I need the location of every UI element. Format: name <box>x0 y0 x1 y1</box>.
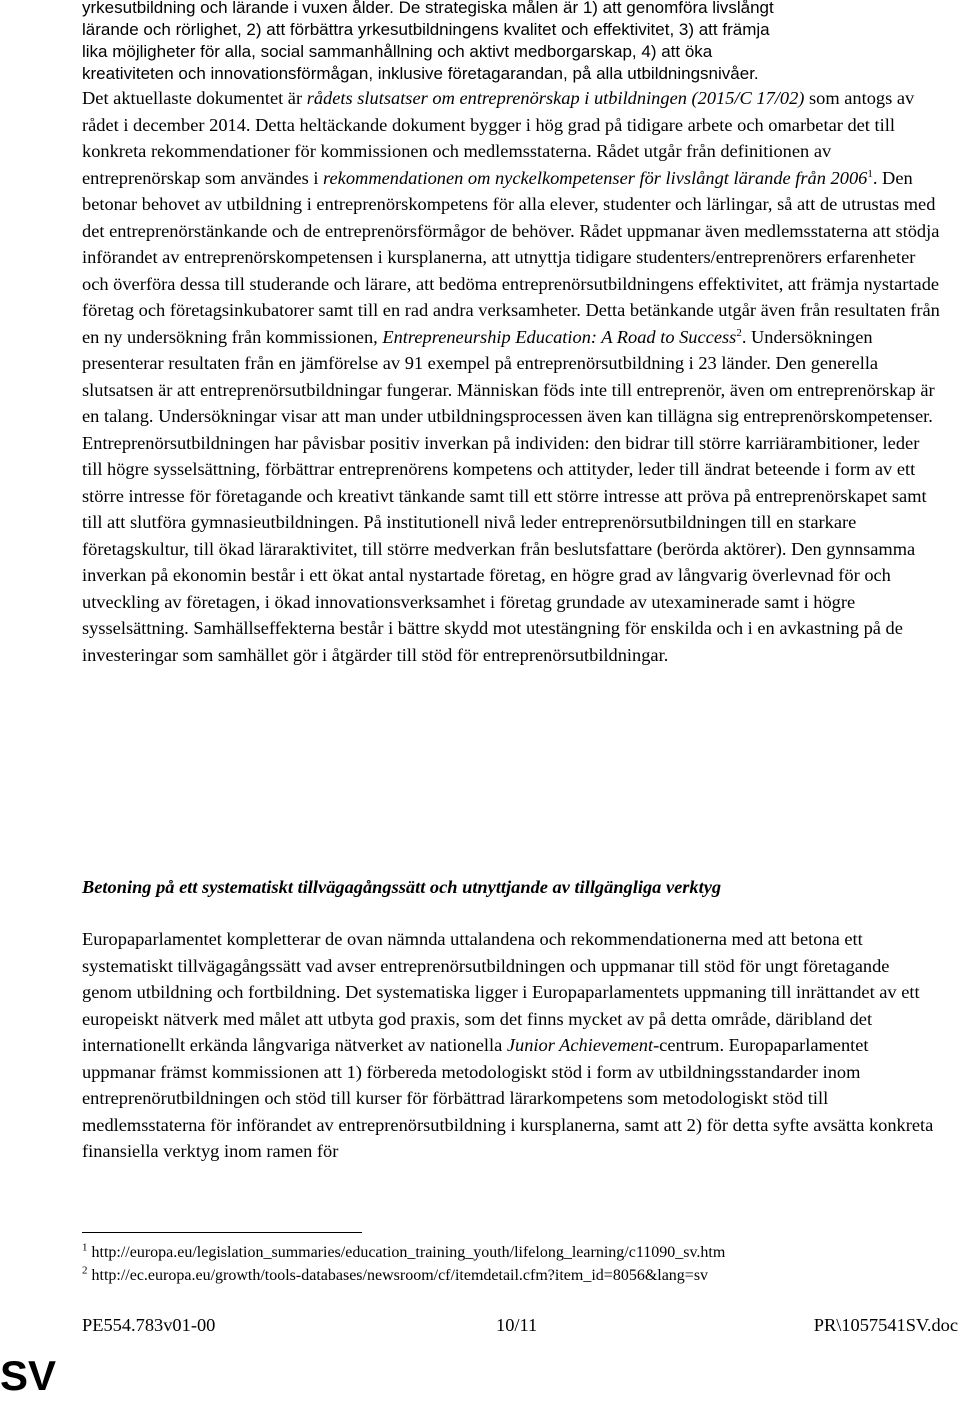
intro-line: kreativiteten och innovationsförmågan, inklusive företagarandan, på alla utbildningsnivåer. <box>82 64 759 83</box>
footnote-separator <box>82 1232 362 1233</box>
footnote-2 <box>82 1265 708 1287</box>
main-paragraph <box>82 85 942 668</box>
intro-line: yrkesutbildning och lärande i vuxen ålder. De strategiska målen är 1) att genomföra livslångt <box>82 0 774 17</box>
footnote-url: http://europa.eu/legislation_summaries/education_training_youth/lifelong_learning/c11090_sv.htm <box>87 1244 726 1261</box>
footnote-1 <box>82 1242 725 1264</box>
text-run: Det aktuellaste dokumentet är <box>82 88 307 108</box>
text-run: -centrum. Europaparlamentet uppmanar främst kommissionen att 1) förbereda metodologiskt stöd i form av utbildningsstandarder inom entreprenörutbildningen och stöd till kurser för förbättrad lärarkompetens som metodologiskt stöd till medlemsstaterna för införandet av entreprenörsutbildning i kursplanerna, samt att 2) för detta syfte avsätta konkreta finansiella verktyg inom ramen för <box>82 1035 934 1161</box>
text-run: som antogs av rådet i december 2014. Detta heltäckande dokument bygger i hög grad på tidigare arbete och omarbetar det till konkreta rekommendationer för kommissionen och medlemsstaterna. Rådet utgår från definitionen av entreprenörskap som användes i <box>82 88 915 188</box>
footnote-number: 2 <box>82 1264 88 1277</box>
italic-title-study: Entrepreneurship Education: A Road to Success <box>382 326 737 347</box>
text-run: . Undersökningen presenterar resultaten från en jämförelse av 91 exempel på entreprenörsutbildning i 23 länder. Den generella slutsatsen är att entreprenörsutbildningar fungerar. Människan föds inte till entreprenör, även om entreprenörskap är en talang. Undersökningar visar att man under utbildningsprocessen även kan tillägna sig entreprenörskompetenser. Entreprenörsutbildningen har påvisbar positiv inverkan på individen: den bidrar till större karriärambitioner, leder till högre sysselsättning, förbättrar entreprenörens kompetens och attityder, leder till ändrat beteende i form av ett större intresse för företagande och kreativt tänkande samt till ett större intresse att pröva på entreprenörskapet samt till att slutföra gymnasieutbildningen. På institutionell nivå leder entreprenörsutbildningen till en starkare företagskultur, till ökad läraraktivitet, till större medverkan från beslutsfattare (berörda aktörer). Den gynnsamma inverkan på ekonomin består i ett ökat antal nystartade företag, en högre grad av långvarig överlevnad för och utveckling av företagen, i ökad innovationsverksamhet i företag grundade av utexaminerade samt i högre sysselsättning. Samhällseffekterna består i bättre skydd mot utestängning för enskilda och i en avkastning på de investeringar som samhället gör i åtgärder till stöd för entreprenörsutbildningar. <box>82 326 935 665</box>
footnote-ref-2: 2 <box>736 326 742 339</box>
section-heading: Betoning på ett systematiskt tillvägagångssätt och utnyttjande av tillgängliga verktyg <box>82 877 722 897</box>
language-mark: SV <box>0 1352 57 1399</box>
intro-paragraph <box>82 0 942 85</box>
intro-line: lärande och rörlighet, 2) att förbättra yrkesutbildningens kvalitet och effektivitet, 3) att främja <box>82 20 770 39</box>
italic-junior-achievement: Junior Achievement <box>506 1035 654 1055</box>
footnote-url: http://ec.europa.eu/growth/tools-databases/newsroom/cf/itemdetail.cfm?item_id=8056&lang=sv <box>87 1267 709 1284</box>
footer-page-number: 10/11 <box>496 1315 538 1335</box>
second-paragraph <box>82 926 942 1165</box>
text-run: . Den betonar behovet av utbildning i entreprenörskompetens för alla elever, studenter och lärlingar, så att de utrustas med det entreprenörstänkande och de entreprenörsförmågor de behöver. Rådet uppmanar även medlemsstaterna att stödja införandet av entreprenörskompetensen i kursplanerna, att utnyttja tidigare studenters/entreprenörers erfarenheter och överföra dessa till studerande och lärare, att bedöma entreprenörsutbildningens effektivitet, att främja nystartade företag och företagsinkubatorer samt till en rad andra verksamheter. Detta betänkande utgår även från resultaten från en ny undersökning från kommissionen, <box>82 167 940 347</box>
footer-file-name: PR\1057541SV.doc <box>813 1315 958 1335</box>
footer-document-reference: PE554.783v01-00 <box>82 1315 216 1335</box>
footnote-ref-1: 1 <box>867 167 873 180</box>
text-run: Europaparlamentet kompletterar de ovan nämnda uttalandena och rekommendationerna med att betona ett systematiskt tillvägagångssätt vad avser entreprenörsutbildningen och uppmanar till stöd för ungt företagande genom utbildning och fortbildning. Det systematiska ligger i Europaparlamentets uppmaning till inrättandet av ett europeiskt nätverk med målet att utbyta god praxis, som det finns mycket av på detta område, däribland det internationellt erkända långvariga nätverket av nationella <box>82 929 920 1055</box>
footnote-number: 1 <box>82 1241 88 1254</box>
intro-line: lika möjligheter för alla, social sammanhållning och aktivt medborgarskap, 4) att öka <box>82 42 713 61</box>
italic-title-recommendation: rekommendationen om nyckelkompetenser för livslångt lärande från 2006 <box>323 167 868 188</box>
italic-title-council-conclusions: rådets slutsatser om entreprenörskap i utbildningen (2015/C 17/02) <box>306 88 805 108</box>
